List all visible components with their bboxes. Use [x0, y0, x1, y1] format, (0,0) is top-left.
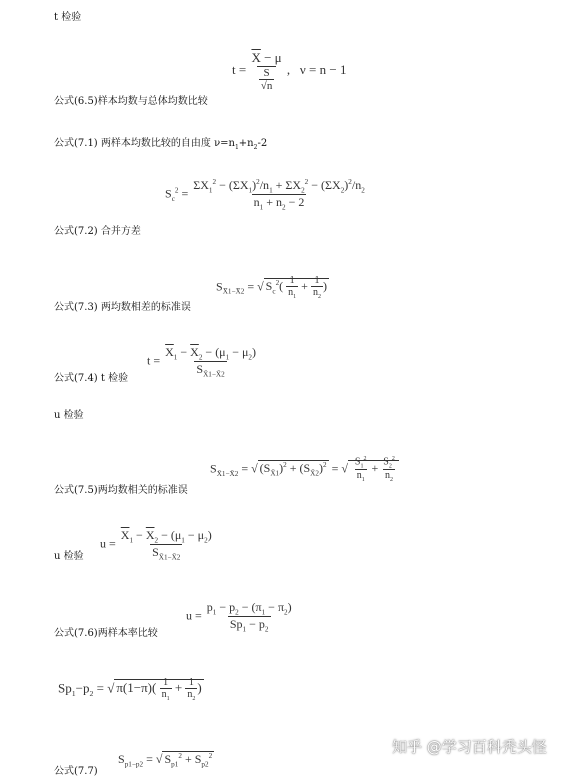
formula-7-2: $S_c^2$ = $\frac{\Sigma X_1^2 - (\Sigma X_1)^2/n_1 + \Sigma X_2^2 - (\Sigma X_2)^2/n_2}{n_1 + n_2 - 2}$ [165, 178, 365, 212]
formula-7-7-label: 公式(7.7) [54, 766, 98, 777]
t-test-heading: t 检验 [54, 12, 82, 23]
formula-sp-pooled: $Sp_1-p_2$ = √ π(1−π)( $\frac{1}{n_1}$ + $\frac{1}{n_2}$ ) [58, 677, 202, 702]
formula-7-3-label: 公式(7.3) 两均数相差的标准误 [54, 302, 191, 313]
u-test-heading: u 检验 [54, 410, 84, 421]
formula-7-6: u = $\frac{p_1 - p_2 - (\pi_1 - \pi_2)}{Sp_1 - p_2}$ [186, 600, 292, 634]
formula-7-2-label: 公式(7.2) 合并方差 [54, 226, 141, 237]
formula-7-1-label: 公式(7.1) 两样本均数比较的自由度 $\nu=n_1+n_2-2$ [54, 138, 268, 151]
formula-6-5: t = $\frac{\overline{X} - \mu}{\frac{S}{√n}}$ , ν = n − 1 [232, 50, 347, 92]
formula-7-4-label: 公式(7.4) t 检验 [54, 373, 129, 384]
formula-7-4: t = $\frac{\overline{X}_1 - \overline{X}_2 - (\mu_1 - \mu_2)}{S_{X̄1-X̄2}}$ [147, 345, 257, 379]
formula-6-5-label: 公式(6.5)样本均数与总体均数比较 [54, 96, 208, 107]
formula-7-3: $S_{X̄1-X̄2}$ = √ $S_c^2$( $\frac{1}{n_1}$ + $\frac{1}{n_2}$ ) [216, 275, 327, 300]
formula-7-5: $S_{X̄1-X̄2}$ = √ $(S_{X̄1})^2 + (S_{X̄2})^2$ = √ $\frac{S_1^2}{n_1}$ + $\frac{S_2^2}{n_2}$ [210, 456, 399, 483]
formula-7-6-label: 公式(7.6)两样本率比较 [54, 628, 158, 639]
u-test-label: u 检验 [54, 551, 84, 562]
formula-u-means: u = $\frac{\overline{X}_1 - \overline{X}_2 - (\mu_1 - \mu_2)}{S_{X̄1-X̄2}}$ [100, 528, 212, 562]
formula-sp-separate: $S_{p1-p2}$ = √ $S_{p1}^2 + S_{p2}^2$ [118, 752, 213, 769]
watermark: 知乎 @学习百科秃头怪 [392, 738, 547, 756]
formula-7-5-label: 公式(7.5)两均数相关的标准误 [54, 485, 188, 496]
